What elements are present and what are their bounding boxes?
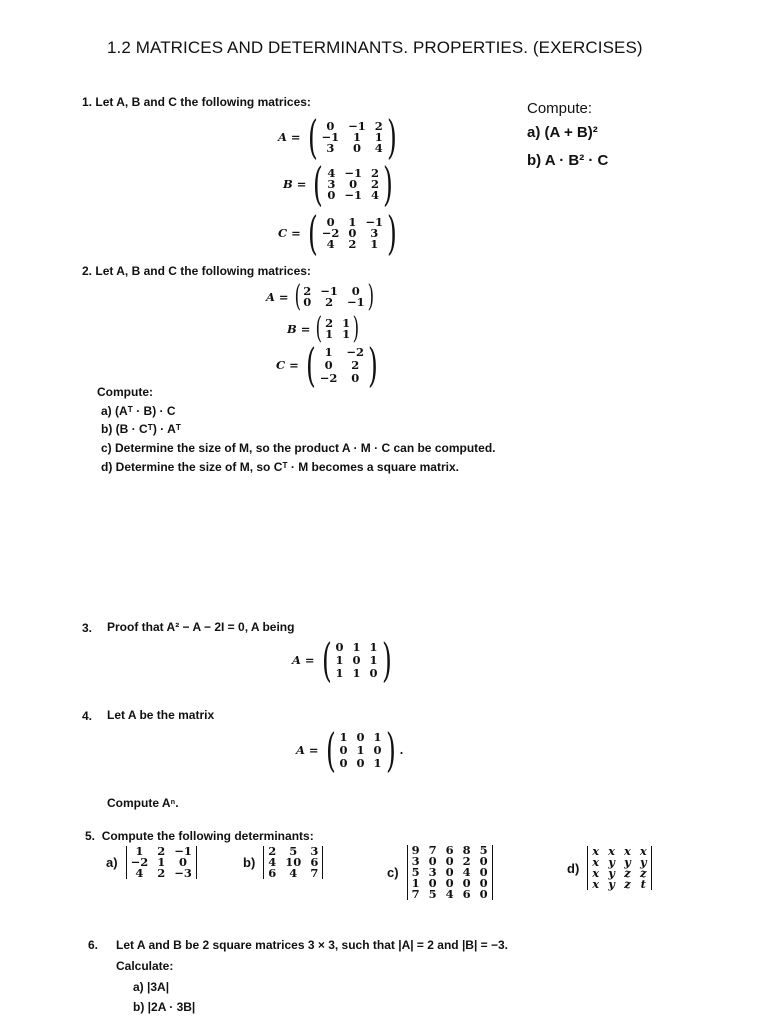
matrix-cell: 1 xyxy=(335,652,344,667)
matrix-cell: 7 xyxy=(428,843,437,857)
matrix-cell: x xyxy=(608,844,615,858)
matrix-cell: 1 xyxy=(325,326,334,341)
matrix-cell: 1 xyxy=(370,236,379,251)
ex2-a-label: A = xyxy=(266,289,289,304)
matrix-cell: 0 xyxy=(479,865,488,879)
matrix-cell: −1 xyxy=(346,294,365,309)
matrix-cell: 4 xyxy=(289,866,298,880)
matrix-cell: 5 xyxy=(411,865,420,879)
ex1-matrix-b: B = ( 4 −1 2 3 0 2 0 −1 4 ) xyxy=(283,157,393,211)
matrix-cell: y xyxy=(639,855,647,869)
matrix-cell: 0 xyxy=(479,876,488,890)
ex1-intro: 1. Let A, B and C the following matrices: xyxy=(82,95,311,109)
ex6-number: 6. xyxy=(88,938,99,952)
matrix-cell: 3 xyxy=(411,854,420,868)
ex2-a-cells xyxy=(303,283,365,309)
matrix-cell: 2 xyxy=(157,844,166,858)
ex1-a-cells xyxy=(321,118,383,155)
matrix-cell: 0 xyxy=(303,294,312,309)
matrix-cell: 1 xyxy=(335,665,344,680)
matrix-cell: 6 xyxy=(310,855,319,869)
matrix-cell: 1 xyxy=(339,729,348,744)
matrix-cell: −1 xyxy=(321,129,340,144)
matrix-cell: 0 xyxy=(349,176,358,191)
ex1-b-label: B = xyxy=(283,177,307,191)
matrix-cell: 4 xyxy=(370,187,379,202)
ex4-a-cells xyxy=(340,731,382,770)
matrix-cell: 6 xyxy=(268,866,277,880)
ex3-a-label: A = xyxy=(292,653,315,667)
ex2-intro: 2. Let A, B and C the following matrices: xyxy=(82,264,311,278)
ex3-matrix-a: A = ( 0 1 1 1 0 1 1 1 0 ) xyxy=(292,633,392,687)
matrix-cell: 7 xyxy=(411,887,420,901)
ex2-compute-label: Compute: xyxy=(97,385,153,399)
ex3-a-cells xyxy=(336,641,378,680)
ex1-matrix-c: C = ( 0 1 −1 −2 0 3 4 2 1 ) xyxy=(278,206,397,260)
matrix-cell: −2 xyxy=(346,344,365,359)
matrix-cell: 1 xyxy=(369,639,378,654)
matrix-cell: 4 xyxy=(327,165,336,180)
matrix-cell: 0 xyxy=(479,887,488,901)
ex4-number: 4. xyxy=(82,709,93,723)
matrix-cell: z xyxy=(624,866,631,880)
matrix-cell: −1 xyxy=(348,118,366,133)
ex5-d-cells xyxy=(592,846,646,890)
matrix-cell: −2 xyxy=(321,225,340,240)
matrix-cell: x xyxy=(592,844,600,858)
matrix-cell: 0 xyxy=(462,876,471,890)
ex2-c-label: C = xyxy=(276,358,299,372)
ex5-b-cells xyxy=(268,846,318,879)
matrix-cell: 2 xyxy=(157,866,166,880)
ex1-matrix-a: A = ( 0 −1 2 −1 1 1 3 0 4 ) xyxy=(278,110,397,164)
ex5-determinant-d xyxy=(567,846,652,890)
matrix-cell: z xyxy=(624,877,631,891)
matrix-cell: 0 xyxy=(445,865,454,879)
matrix-cell: 4 xyxy=(445,887,454,901)
matrix-cell: 4 xyxy=(135,866,144,880)
matrix-cell: 0 xyxy=(179,855,188,869)
matrix-cell: −1 xyxy=(174,844,192,858)
matrix-cell: x xyxy=(592,855,600,869)
ex2-matrix-b: B = ( 2 1 1 1 ) xyxy=(287,311,360,346)
matrix-cell: 1 xyxy=(373,729,382,744)
matrix-cell: x xyxy=(592,866,600,880)
matrix-cell: 4 xyxy=(462,865,471,879)
matrix-cell: 5 xyxy=(428,887,437,901)
ex2-matrix-a: A = ( 2 −1 0 0 2 −1 ) xyxy=(266,279,374,314)
ex1-c-cells xyxy=(321,214,384,251)
matrix-cell: 3 xyxy=(370,225,379,240)
matrix-cell: 2 xyxy=(370,165,379,180)
matrix-cell: 9 xyxy=(411,843,420,857)
matrix-cell: y xyxy=(608,877,615,891)
matrix-cell: 4 xyxy=(326,236,335,251)
matrix-cell: 0 xyxy=(339,755,348,770)
ex2-item-d: d) Determine the size of M, so Cᵀ · M becomes a square matrix. xyxy=(101,460,459,474)
matrix-cell: y xyxy=(608,855,615,869)
matrix-cell: 0 xyxy=(356,755,365,770)
ex2-b-label: B = xyxy=(287,321,311,336)
ex2-c-cells xyxy=(320,346,364,385)
matrix-cell: t xyxy=(640,877,646,891)
matrix-cell: −1 xyxy=(365,214,384,229)
matrix-cell: 5 xyxy=(289,844,298,858)
matrix-cell: 0 xyxy=(351,283,360,298)
matrix-cell: 1 xyxy=(374,129,383,144)
matrix-cell: z xyxy=(640,866,647,880)
ex5-determinant-c xyxy=(387,845,493,900)
ex5-determinant-b xyxy=(243,846,323,879)
matrix-cell: 2 xyxy=(370,176,379,191)
ex1-a-label: A = xyxy=(278,130,301,144)
matrix-cell: 0 xyxy=(327,187,336,202)
matrix-cell: 0 xyxy=(324,357,333,372)
matrix-cell: 0 xyxy=(369,665,378,680)
matrix-cell: 2 xyxy=(462,854,471,868)
ex1-compute-b: b) A · B² · C xyxy=(527,152,609,169)
ex1-b-cells xyxy=(327,165,379,202)
matrix-cell: −1 xyxy=(320,283,338,298)
matrix-cell: 2 xyxy=(348,236,357,251)
matrix-cell: −2 xyxy=(319,370,338,385)
matrix-cell: 0 xyxy=(428,876,437,890)
matrix-cell: 0 xyxy=(428,854,437,868)
ex6-item-a: a) |3A| xyxy=(133,980,170,994)
matrix-cell: 4 xyxy=(374,140,383,155)
matrix-cell: 2 xyxy=(351,357,360,372)
matrix-cell: 6 xyxy=(462,887,471,901)
matrix-cell: x xyxy=(592,877,600,891)
ex2-b-cells xyxy=(325,315,351,341)
matrix-cell: 1 xyxy=(342,326,351,341)
matrix-cell: 0 xyxy=(339,742,348,757)
matrix-cell: y xyxy=(608,866,615,880)
ex3-number: 3. xyxy=(82,621,93,635)
matrix-cell: 5 xyxy=(479,843,488,857)
matrix-cell: 1 xyxy=(411,876,420,890)
ex1-compute-a: a) (A + B)² xyxy=(527,124,598,141)
matrix-cell: 1 xyxy=(157,855,166,869)
matrix-cell: 2 xyxy=(325,294,334,309)
matrix-cell: 1 xyxy=(348,214,357,229)
ex2-matrix-c: C = ( 1 −2 0 2 −2 0 ) xyxy=(276,338,378,392)
matrix-cell: 0 xyxy=(352,140,361,155)
matrix-cell: 1 xyxy=(352,665,361,680)
matrix-cell: −2 xyxy=(130,855,149,869)
matrix-cell: 1 xyxy=(324,344,333,359)
matrix-cell: 0 xyxy=(445,876,454,890)
matrix-cell: 1 xyxy=(342,315,351,330)
matrix-cell: 0 xyxy=(326,118,335,133)
matrix-cell: −1 xyxy=(344,187,362,202)
ex1-compute-label: Compute: xyxy=(527,100,593,117)
ex2-item-a: a) (Aᵀ · B) · C xyxy=(101,404,176,418)
ex1-c-label: C = xyxy=(278,226,301,240)
ex5-b-label: b) xyxy=(243,855,256,870)
matrix-cell: 6 xyxy=(445,843,454,857)
matrix-cell: 2 xyxy=(303,283,312,298)
matrix-cell: 10 xyxy=(285,855,302,869)
matrix-cell: 1 xyxy=(135,844,144,858)
matrix-cell: 1 xyxy=(369,652,378,667)
matrix-cell: 0 xyxy=(351,370,360,385)
matrix-cell: 2 xyxy=(325,315,334,330)
matrix-cell: −3 xyxy=(174,866,192,880)
matrix-cell: 0 xyxy=(445,854,454,868)
ex3-text: Proof that A² − A − 2I = 0, A being xyxy=(107,620,295,634)
matrix-cell: y xyxy=(624,855,631,869)
matrix-cell: 4 xyxy=(268,855,277,869)
ex5-a-cells xyxy=(131,846,192,879)
matrix-cell: 8 xyxy=(462,843,471,857)
ex4-text: Let A be the matrix xyxy=(107,708,215,722)
matrix-cell: 2 xyxy=(374,118,383,133)
matrix-cell: 1 xyxy=(356,742,365,757)
matrix-cell: 0 xyxy=(326,214,335,229)
ex5-determinant-a xyxy=(106,846,197,879)
ex6-text: Let A and B be 2 square matrices 3 × 3, such that |A| = 2 and |B| = −3. xyxy=(116,938,509,952)
matrix-cell: 1 xyxy=(373,755,382,770)
ex5-c-label: c) xyxy=(387,865,399,880)
matrix-cell: 3 xyxy=(310,844,319,858)
ex4-compute: Compute Aⁿ. xyxy=(107,796,179,810)
ex5-d-label: d) xyxy=(567,860,580,876)
matrix-cell: x xyxy=(639,844,647,858)
matrix-cell: 1 xyxy=(352,129,361,144)
matrix-cell: 3 xyxy=(428,865,437,879)
matrix-cell: 0 xyxy=(373,742,382,757)
ex5-c-cells xyxy=(412,845,488,900)
matrix-cell: 0 xyxy=(335,639,344,654)
ex5-a-label: a) xyxy=(106,855,118,870)
ex6-item-b: b) |2A · 3B| xyxy=(133,1000,196,1014)
matrix-cell: 2 xyxy=(268,844,277,858)
matrix-cell: 0 xyxy=(356,729,365,744)
page-title: 1.2 MATRICES AND DETERMINANTS. PROPERTIES. (EXERCISES) xyxy=(107,38,643,57)
ex4-matrix-a: A = ( 1 0 1 0 1 0 0 0 1 ) . xyxy=(296,723,404,777)
matrix-cell: −1 xyxy=(344,165,362,180)
ex2-item-b: b) (B · Cᵀ) · Aᵀ xyxy=(101,422,181,436)
ex6-calculate: Calculate: xyxy=(116,959,174,973)
matrix-cell: 0 xyxy=(479,854,488,868)
matrix-cell: 0 xyxy=(352,652,361,667)
ex4-a-label: A = xyxy=(296,743,319,757)
matrix-cell: 0 xyxy=(348,225,357,240)
matrix-cell: 1 xyxy=(352,639,361,654)
ex5-intro: 5. Compute the following determinants: xyxy=(85,829,314,843)
matrix-cell: 7 xyxy=(310,866,319,880)
matrix-cell: 3 xyxy=(327,176,336,191)
ex2-item-c: c) Determine the size of M, so the product A · M · C can be computed. xyxy=(101,441,496,455)
matrix-cell: 3 xyxy=(326,140,335,155)
matrix-cell: x xyxy=(624,844,631,858)
